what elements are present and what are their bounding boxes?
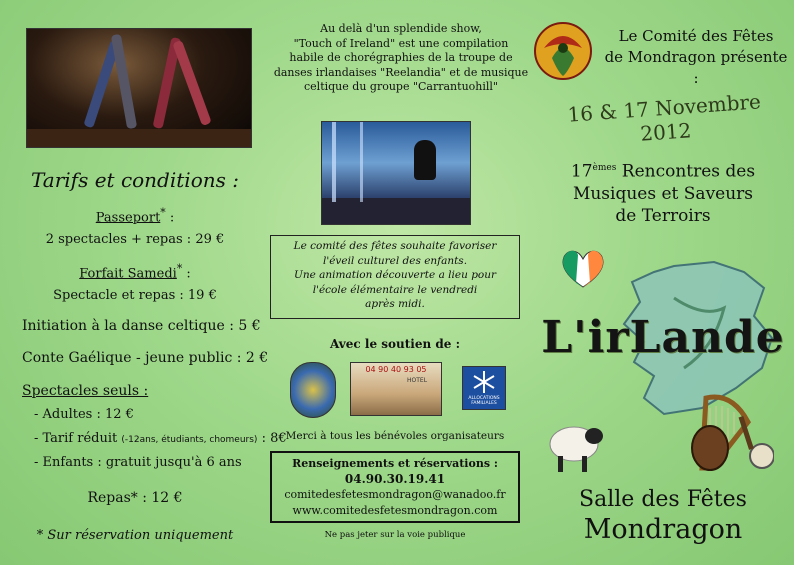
- intro-line: celtique du groupe "Carrantuohill": [304, 80, 498, 93]
- tarif-reduit-detail: (-12ans, étudiants, chomeurs): [121, 435, 258, 445]
- stage-show-photo: [321, 121, 471, 225]
- intro-line: habile de chorégraphies de la troupe de: [289, 51, 513, 64]
- hotel-sponsor-logo: [350, 362, 442, 416]
- contact-email[interactable]: comitedesfetesmondragon@wanadoo.fr: [284, 488, 506, 501]
- forfait-heading: [0, 262, 270, 281]
- event-title: [532, 157, 794, 227]
- caf-logo-icon: [462, 366, 506, 410]
- info-line: l'école élémentaire le vendredi: [312, 283, 478, 296]
- presenter-line1: Le Comité des Fêtes: [618, 27, 774, 45]
- bodhran-drum-icon: [690, 420, 730, 472]
- passeport-heading: [0, 206, 270, 225]
- passeport-desc: 2 spectacles + repas : 29 €: [45, 232, 225, 247]
- theme-title: L'irLande: [541, 312, 785, 363]
- sponsor-phone: 04 90 40 93 05: [365, 365, 427, 374]
- footer-note: Ne pas jeter sur la voie publique: [324, 530, 466, 540]
- forfait-colon: :: [186, 266, 191, 282]
- school-info-box: [270, 235, 520, 319]
- venue-line1: Salle des Fêtes: [579, 487, 747, 512]
- dragon-logo-icon: [532, 18, 594, 84]
- event-date: 16 & 17 Novembre 2012: [566, 89, 762, 146]
- spectacles-seuls-heading: Spectacles seuls :: [22, 383, 149, 399]
- reservation-note: * Sur réservation uniquement: [36, 528, 234, 543]
- ordinal-number: 17: [570, 161, 593, 182]
- forfait-desc: Spectacle et repas : 19 €: [53, 288, 217, 303]
- rencontres-first-line: [532, 157, 794, 183]
- irish-flag-icon: [558, 245, 608, 291]
- rencontres-line2: Musiques et Saveurs: [572, 183, 754, 204]
- presenter-line2: de Mondragon présente :: [604, 48, 788, 87]
- forfait-label: Forfait Samedi: [79, 266, 177, 282]
- left-panel: [0, 0, 287, 565]
- forfait-star: *: [176, 262, 183, 275]
- intro-line: danses irlandaises "Reelandia" et de musique: [273, 65, 529, 79]
- sponsor-hotel-label: HOTEL: [407, 377, 428, 384]
- info-line: Une animation découverte a lieu pour: [293, 269, 497, 281]
- adultes-line: - Adultes : 12 €: [34, 407, 134, 422]
- info-line: Le comité des fêtes souhaite favoriser: [293, 240, 497, 252]
- intro-text: [270, 22, 532, 95]
- initiation-line: Initiation à la danse celtique : 5 €: [22, 318, 261, 334]
- venue-line2: Mondragon: [583, 514, 743, 545]
- soutien-heading: Avec le soutien de :: [329, 337, 461, 351]
- passeport-star: *: [160, 206, 166, 219]
- conte-line: Conte Gaélique - jeune public : 2 €: [22, 350, 269, 366]
- ordinal-suffix: èmes: [592, 163, 617, 173]
- venue: [532, 485, 794, 545]
- contact-web[interactable]: www.comitedesfetesmondragon.com: [292, 503, 498, 517]
- passeport-colon: :: [169, 210, 175, 226]
- merci-line: Merci à tous les bénévoles organisateurs: [285, 430, 505, 442]
- tarif-reduit-price: : 8€: [261, 431, 287, 446]
- info-line: après midi.: [365, 298, 425, 310]
- contact-phone[interactable]: 04.90.30.19.41: [344, 471, 446, 486]
- info-line: l'éveil culturel des enfants.: [322, 254, 468, 267]
- presenter-title: [602, 26, 790, 89]
- contact-box: [270, 451, 520, 523]
- caf-label: ALLOCATIONS FAMILIALES: [468, 396, 500, 406]
- right-panel: [532, 0, 794, 565]
- repas-line: Repas* : 12 €: [87, 490, 183, 506]
- enfants-line: - Enfants : gratuit jusqu'à 6 ans: [34, 455, 242, 470]
- tarif-reduit-line: [34, 431, 287, 446]
- tarifs-title: Tarifs et conditions :: [31, 168, 239, 192]
- dancers-photo: [26, 28, 252, 148]
- intro-line: "Touch of Ireland" est une compilation: [293, 36, 509, 50]
- banjo-icon: [738, 414, 774, 474]
- intro-line: Au delà d'un splendide show,: [320, 22, 482, 35]
- contact-title: Renseignements et réservations :: [292, 457, 498, 470]
- passeport-label: Passeport: [95, 210, 161, 226]
- sheep-icon: [544, 414, 606, 476]
- middle-panel: [270, 0, 532, 565]
- snowflake-icon: [463, 367, 505, 397]
- tarif-reduit-prefix: - Tarif réduit: [34, 431, 118, 446]
- rencontres-line3: de Terroirs: [615, 205, 711, 226]
- coat-of-arms-icon: [290, 362, 336, 418]
- rencontres-line1: Rencontres des: [616, 161, 756, 182]
